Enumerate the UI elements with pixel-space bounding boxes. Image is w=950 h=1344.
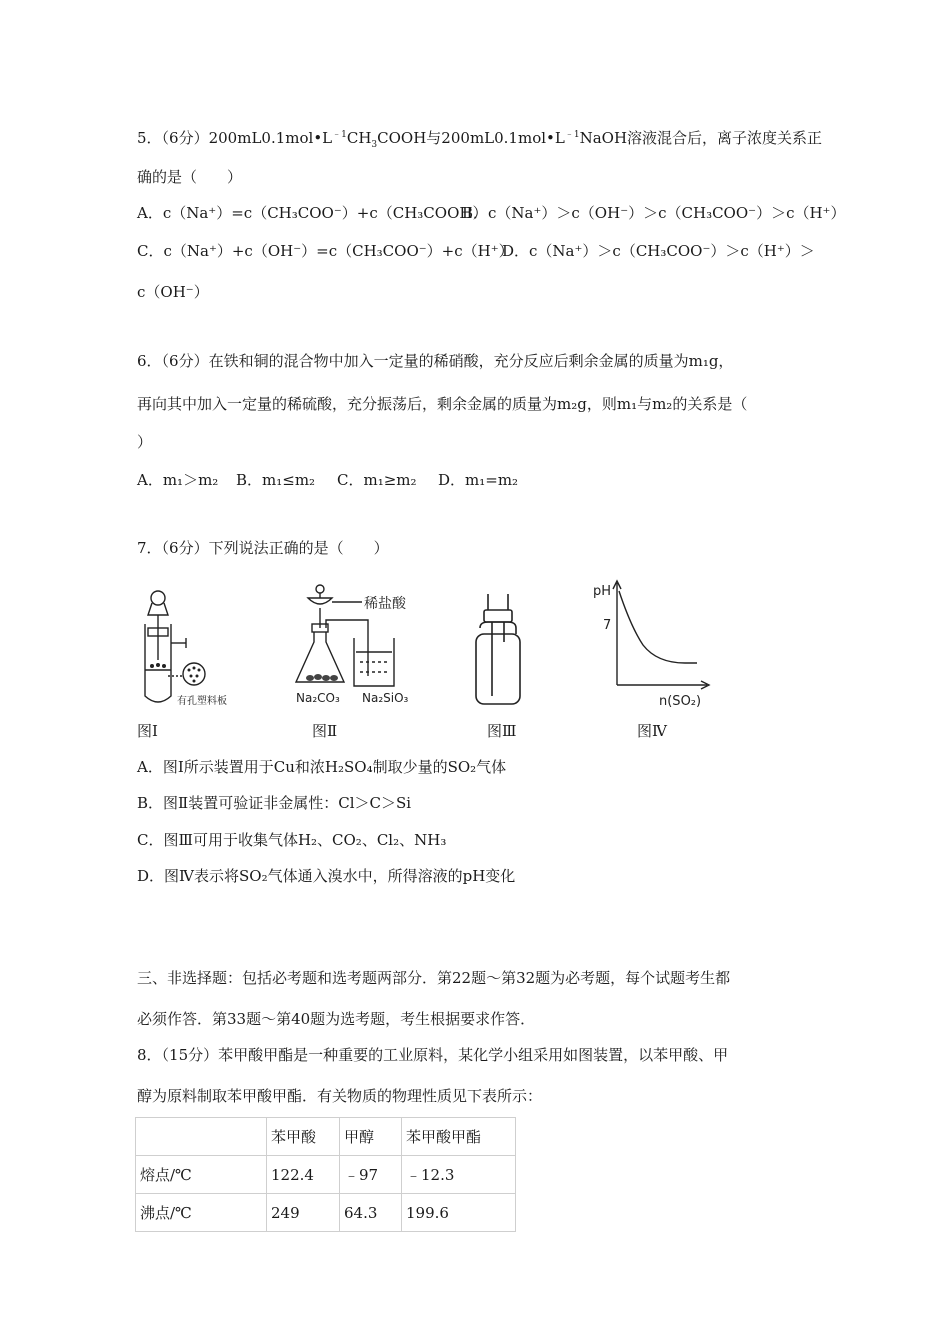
table-header-row bbox=[136, 1118, 516, 1156]
table-cell: ﹣97 bbox=[340, 1156, 402, 1194]
q5-line1: 5．（6分）$200mL0.1mol•L^{﹣1}CH_3COOH$与$200mL0.1mol•L^{﹣1}NaOH$溶液混合后，离子浓度关系正 bbox=[137, 129, 823, 150]
q5-line2: 确的是（ ） bbox=[137, 168, 243, 186]
q5-option-a: A．c（Na⁺）=c（CH₃COO⁻）+c（CH₃COOH） bbox=[137, 204, 488, 222]
q7-option-a: A．图Ⅰ所示装置用于Cu和浓H₂SO₄制取少量的SO₂气体 bbox=[137, 758, 507, 776]
figure-2-na2sio3-label: Na₂SiO₃ bbox=[362, 691, 409, 705]
table-header-cell: 苯甲酸 bbox=[267, 1118, 340, 1156]
q6-line1: 6．（6分）在铁和铜的混合物中加入一定量的稀硝酸，充分反应后剩余金属的质量为m₁g， bbox=[137, 352, 734, 370]
q6-option-a: A．m₁＞m₂ bbox=[137, 471, 219, 489]
figure-2-acid-label: 稀盐酸 bbox=[364, 596, 406, 612]
q6-option-c: C．m₁≥m₂ bbox=[337, 471, 417, 489]
figure-4-caption: 图Ⅳ bbox=[637, 722, 667, 740]
section3-line2: 必须作答．第33题～第40题为选考题，考生根据要求作答． bbox=[137, 1010, 536, 1028]
q7-line1: 7．（6分）下列说法正确的是（ ） bbox=[137, 539, 389, 557]
figure-2-na2co3-label: Na₂CO₃ bbox=[296, 691, 340, 705]
table-cell: 199.6 bbox=[402, 1194, 516, 1232]
section3-line1: 三、非选择题：包括必考题和选考题两部分．第22题～第32题为必考题，每个试题考生都 bbox=[137, 969, 731, 987]
q7-option-c: C．图Ⅲ可用于收集气体H₂、CO₂、Cl₂、NH₃ bbox=[137, 831, 447, 849]
q5-option-d-cont: c（OH⁻） bbox=[137, 283, 209, 301]
table-cell: 249 bbox=[267, 1194, 340, 1232]
table-row bbox=[136, 1156, 516, 1194]
q6-option-d: D．m₁=m₂ bbox=[438, 471, 519, 489]
figure-2-apparatus bbox=[290, 580, 470, 715]
q7-option-d: D．图Ⅳ表示将SO₂气体通入溴水中，所得溶液的pH变化 bbox=[137, 867, 516, 885]
q5-option-c: C．c（Na⁺）+c（OH⁻）=c（CH₃COO⁻）+c（H⁺） bbox=[137, 242, 514, 260]
table-cell: ﹣12.3 bbox=[402, 1156, 516, 1194]
q6-option-b: B．m₁≤m₂ bbox=[236, 471, 316, 489]
q5-option-b: B．c（Na⁺）＞c（OH⁻）＞c（CH₃COO⁻）＞c（H⁺） bbox=[462, 204, 846, 222]
q8-line1: 8．（15分）苯甲酸甲酯是一种重要的工业原料，某化学小组采用如图装置，以苯甲酸、甲 bbox=[137, 1046, 729, 1064]
q7-option-b: B．图Ⅱ装置可验证非金属性：Cl＞C＞Si bbox=[137, 794, 412, 812]
figure-4-x-label: n(SO₂) bbox=[659, 694, 702, 709]
figure-1-caption: 图Ⅰ bbox=[137, 722, 158, 740]
properties-table bbox=[135, 1117, 516, 1232]
table-cell: 64.3 bbox=[340, 1194, 402, 1232]
figure-3-caption: 图Ⅲ bbox=[487, 722, 517, 740]
table-cell: 122.4 bbox=[267, 1156, 340, 1194]
q5-option-d: D．c（Na⁺）＞c（CH₃COO⁻）＞c（H⁺）＞ bbox=[502, 242, 815, 260]
figure-1-apparatus bbox=[130, 588, 245, 713]
table-header-cell: 甲醇 bbox=[340, 1118, 402, 1156]
figure-3-apparatus bbox=[470, 590, 530, 715]
q6-line2: 再向其中加入一定量的稀硫酸，充分振荡后，剩余金属的质量为m₂g，则m₁与m₂的关系是（ bbox=[137, 395, 748, 413]
figure-4-curve bbox=[619, 591, 697, 663]
figure-4-tick-7: 7 bbox=[603, 618, 612, 633]
q8-line2: 醇为原料制取苯甲酸甲酯．有关物质的物理性质见下表所示： bbox=[137, 1087, 543, 1105]
table-header-cell: 苯甲酸甲酯 bbox=[402, 1118, 516, 1156]
figure-4-ph-curve bbox=[585, 575, 715, 715]
figure-4-y-label: pH bbox=[593, 584, 612, 599]
q6-line3: ） bbox=[137, 433, 153, 451]
table-cell: 沸点/℃ bbox=[136, 1194, 267, 1232]
table-row bbox=[136, 1194, 516, 1232]
figure-2-caption: 图Ⅱ bbox=[312, 722, 338, 740]
table-cell: 熔点/℃ bbox=[136, 1156, 267, 1194]
figure-1-label: 有孔塑料板 bbox=[177, 696, 227, 707]
table-header-cell bbox=[136, 1118, 267, 1156]
